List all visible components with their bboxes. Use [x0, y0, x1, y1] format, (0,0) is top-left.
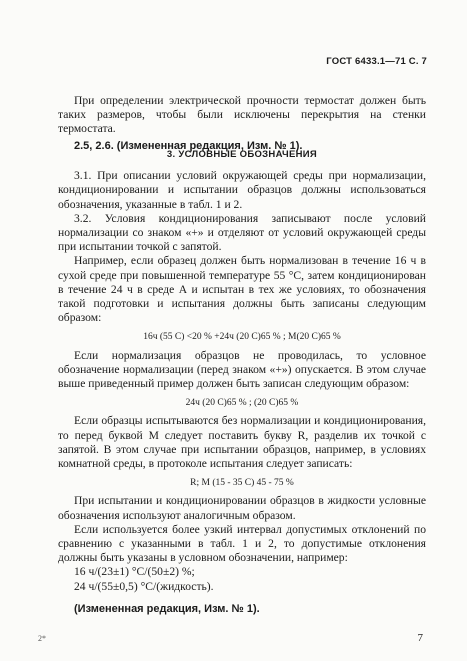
section-heading: 3. УСЛОВНЫЕ ОБОЗНАЧЕНИЯ: [166, 149, 318, 160]
formula-1: 16ч (55 С) <20 % +24ч (20 С)65 % ; М(20 С)65 %: [143, 332, 341, 343]
paragraph-narrow-interval: Если используется более узкий интервал допустимых отклонений по сравнению с указанными в табл. 1 и 2, то допустимые отклонения должны быть указаны в условном обозначении, например:: [58, 522, 426, 565]
paragraph-liquid: При испытании и кондиционировании образцов в жидкости условные обозначения используют аналогичным образом.: [58, 494, 426, 522]
example-line-2: 24 ч/(55±0,5) °С/(жидкость).: [74, 579, 214, 593]
signature-mark: 2*: [38, 634, 46, 643]
formula-3: R; M (15 - 35 С) 45 - 75 %: [190, 478, 294, 489]
page-header: ГОСТ 6433.1—71 С. 7: [326, 56, 427, 67]
paragraph-example-1: Например, если образец должен быть нормализован в течение 16 ч в сухой среде при повышенной температуре 55 °С, затем кондиционирован в течение 24 ч в среде А и испытан в тех же условиях, то обозначения такой подготовки и испытания должны быть записаны следующим образом:: [58, 254, 426, 325]
amendment-note-3: (Измененная редакция, Изм. № 1).: [74, 602, 260, 615]
section-2-tail: [58, 94, 426, 153]
page-number: 7: [417, 632, 423, 644]
amendment-note-2: 2.5, 2.6. (Измененная редакция, Изм. № 1).: [74, 139, 303, 152]
section-3: [58, 148, 426, 616]
paragraph-no-conditioning: Если образцы испытываются без нормализации и кондиционирования, то перед буквой М следует поставить букву R, разделив их точкой с запятой. В этом случае при испытании образцов, например, в условиях комнатной среды, в протоколе испытания следует записать:: [58, 414, 426, 471]
paragraph-3-1: 3.1. При описании условий окружающей среды при нормализации, кондиционировании и испытании образцов должны использоваться обозначения, указанные в табл. 1 и 2.: [58, 169, 426, 211]
example-line-1: 16 ч/(23±1) °С/(50±2) %;: [74, 565, 195, 579]
paragraph-no-normalization: Если нормализация образцов не проводилась, то условное обозначение нормализации (перед знаком «+») опускается. В этом случае выше приведенный пример должен быть записан следующим образом:: [58, 348, 426, 391]
paragraph-termostat: При определении электрической прочности термостат должен быть таких размеров, чтобы были исключены перекрытия на стенки термостата.: [58, 94, 426, 136]
formula-2: 24ч (20 С)65 % ; (20 С)65 %: [185, 398, 299, 409]
paragraph-3-2: 3.2. Условия кондиционирования записывают после условий нормализации со знаком «+» и отделяют от условий окружающей среды при испытании точкой с запятой.: [58, 211, 426, 254]
